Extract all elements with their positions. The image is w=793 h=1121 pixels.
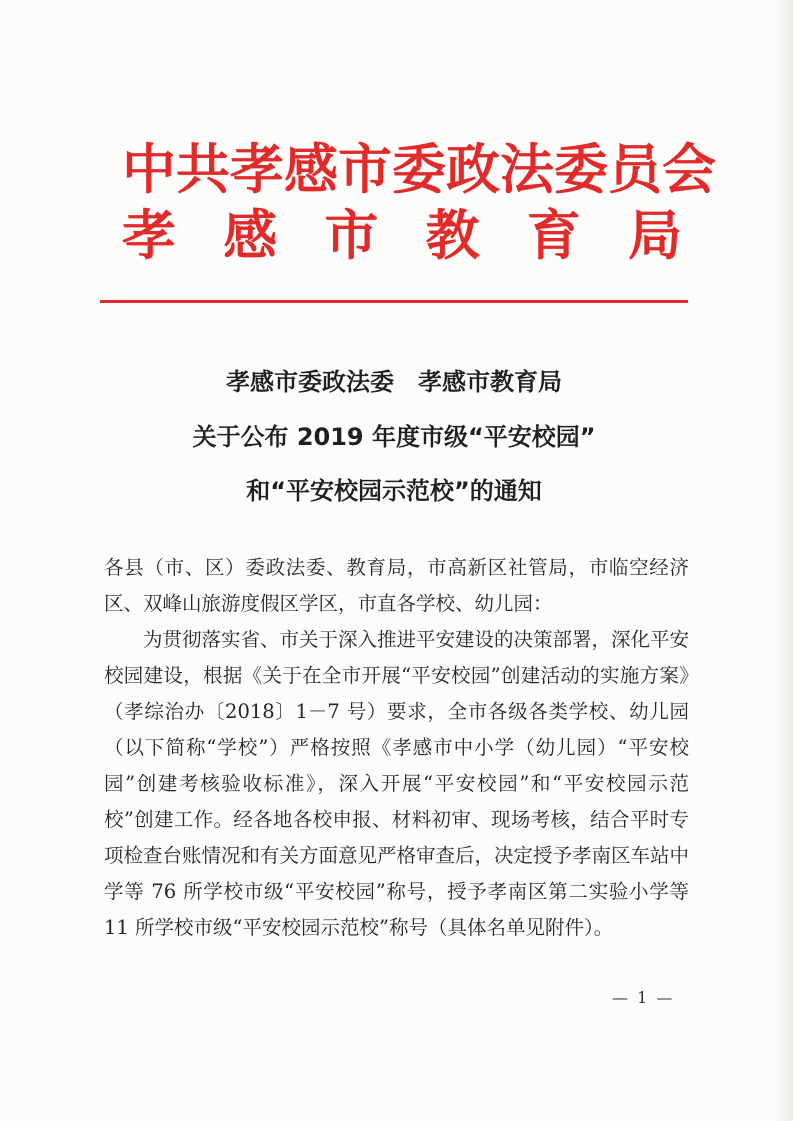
body-paragraph-1: 为贯彻落实省、市关于深入推进平安建设的决策部署，深化平安校园建设，根据《关于在全市开展“平安校园”创建活动的实施方案》（孝综治办〔2018〕1－7 号）要求，全市各级各类学校、幼儿园（以下简称“学校”）严格按照《孝感市中小学（幼儿园）“平安校园”创建考核验收标准》，深入开展“平安校园”和“平安校园示范校”创建工作。经各地各校申报、材料初审、现场考核，结合平时专项检查台账情况和有关方面意见严格审查后，决定授予孝南区车站中学等 76 所学校市级“平安校园”称号，授予孝南区第二实验小学等 11 所学校市级“平安校园示范校”称号（具体名单见附件）。: [104, 628, 690, 939]
page-number: — 1 —: [612, 988, 675, 1007]
salutation-paragraph: 各县（市、区）委政法委、教育局，市高新区社管局，市临空经济区、双峰山旅游度假区学区，市直各学校、幼儿园：: [104, 556, 689, 615]
document-body: [104, 550, 689, 946]
issuer-header-line-2: 孝感市教育局: [122, 204, 682, 267]
issuer-header-line-1: 中共孝感市委政法委员会: [122, 138, 716, 201]
document-title-line-2: 关于公布 2019 年度市级“平安校园”: [192, 423, 596, 451]
scan-edge-shadow: [775, 0, 793, 1121]
document-title-line-1: 孝感市委政法委 孝感市教育局: [226, 368, 562, 396]
red-divider-rule: [100, 300, 688, 303]
document-title-line-3: 和“平安校园示范校”的通知: [246, 477, 542, 505]
